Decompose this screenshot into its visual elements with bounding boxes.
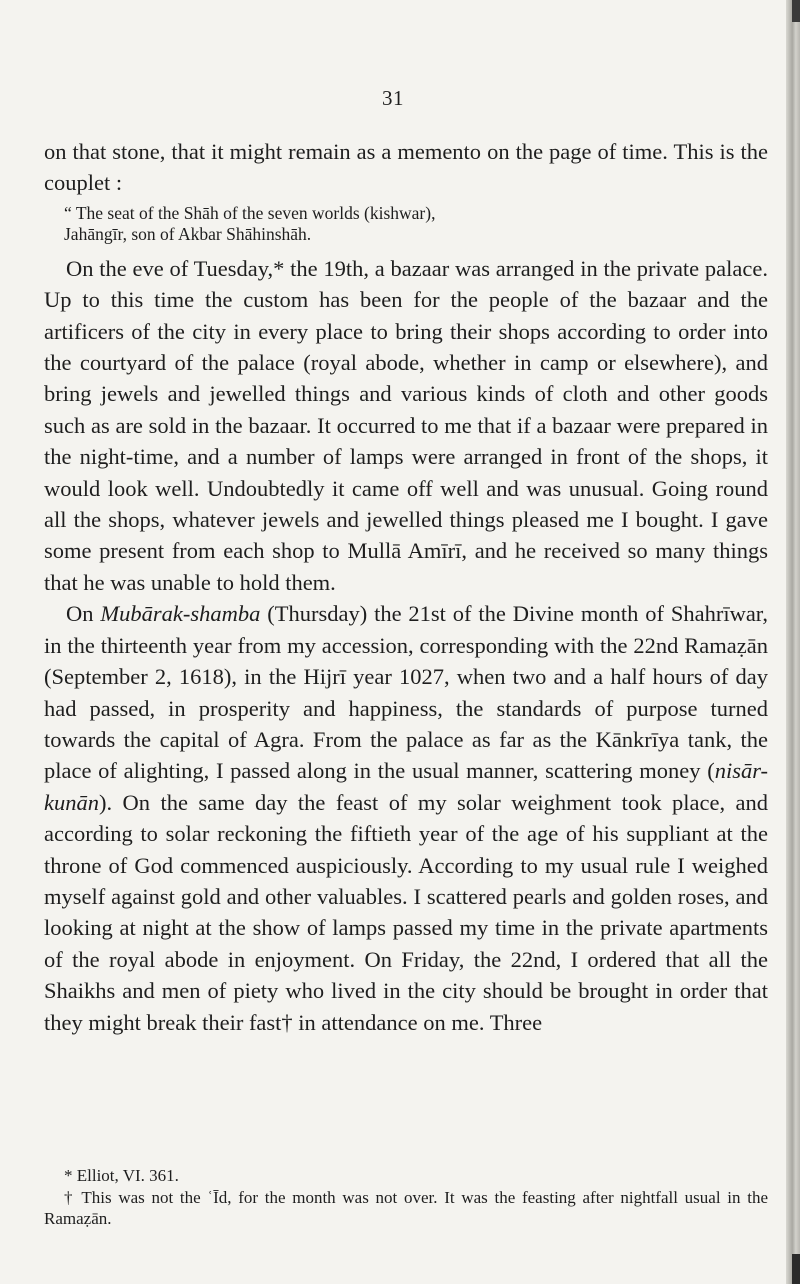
paragraph-3-part-a: (Thursday) the 21st of the Divine month of Shahrīwar, in the thirteenth year from my accession, corresponding with the 22nd Ramaẓān (September 2, 1618), in the Hijrī year 1027, when two and a half hours of day had passed, in prosperity and happiness, the standards of purpose turned towards the capital of Agra. From the palace as far as the Kānkrīya tank, the place of alighting, I passed along in the usual manner, scattering money ( (44, 601, 769, 784)
term-mubarak-shamba: Mubārak-shamba (100, 601, 261, 627)
couplet-line-1: “ The seat of the Shāh of the seven worlds (kishwar), (64, 202, 436, 223)
page-edge-shadow (786, 0, 800, 1284)
paragraph-3 (44, 598, 768, 1038)
couplet (44, 203, 768, 245)
paragraph-2: On the eve of Tuesday,* the 19th, a bazaar was arranged in the private palace. Up to this time the custom has been for the people of the bazaar and the artificers of the city in every place to bring their shops according to order into the courtyard of the palace (royal abode, whether in camp or elsewhere), and bring jewels and jewelled things and various kinds of cloth and other goods such as are sold in the bazaar. It occurred to me that if a bazaar were prepared in the night-time, and a number of lamps were arranged in front of the shops, it would look well. Undoubtedly it came off well and was unusual. Going round all the shops, whatever jewels and jewelled things pleased me I bought. I gave some present from each shop to Mullā Amīrī, and he received so many things that he was unable to hold them. (44, 255, 768, 595)
page-edge-top-mark (792, 0, 800, 22)
page-number: 31 (382, 86, 404, 110)
footnotes (44, 1165, 768, 1230)
footnote-2: † This was not the ʿĪd, for the month was not over. It was the feasting after nightfall usual in the Ramaẓān. (44, 1187, 768, 1228)
couplet-line-2: Jahāngīr, son of Akbar Shāhinshāh. (64, 223, 312, 244)
body-text (44, 136, 768, 1038)
paragraph-1: on that stone, that it might remain as a memento on the page of time. This is the couplet : (44, 139, 768, 196)
term-nisar-kunan: nisār-kunān (44, 758, 768, 815)
footnote-1: * Elliot, VI. 361. (64, 1166, 179, 1185)
page-edge-bottom-mark (792, 1254, 800, 1284)
paragraph-3-part-b: ). On the same day the feast of my solar weighment took place, and according to solar reckoning the fiftieth year of the age of his suppliant at the throne of God commenced auspiciously. According to my usual rule I weighed myself against gold and other valuables. I scattered pearls and golden roses, and looking at night at the show of lamps passed my time in the private apartments of the royal abode in enjoyment. On Friday, the 22nd, I ordered that all the Shaikhs and men of piety who lived in the city should be brought in order that they might break their fast† in attendance on me. Three (44, 789, 768, 1035)
paragraph-3-lead: On (66, 601, 94, 627)
